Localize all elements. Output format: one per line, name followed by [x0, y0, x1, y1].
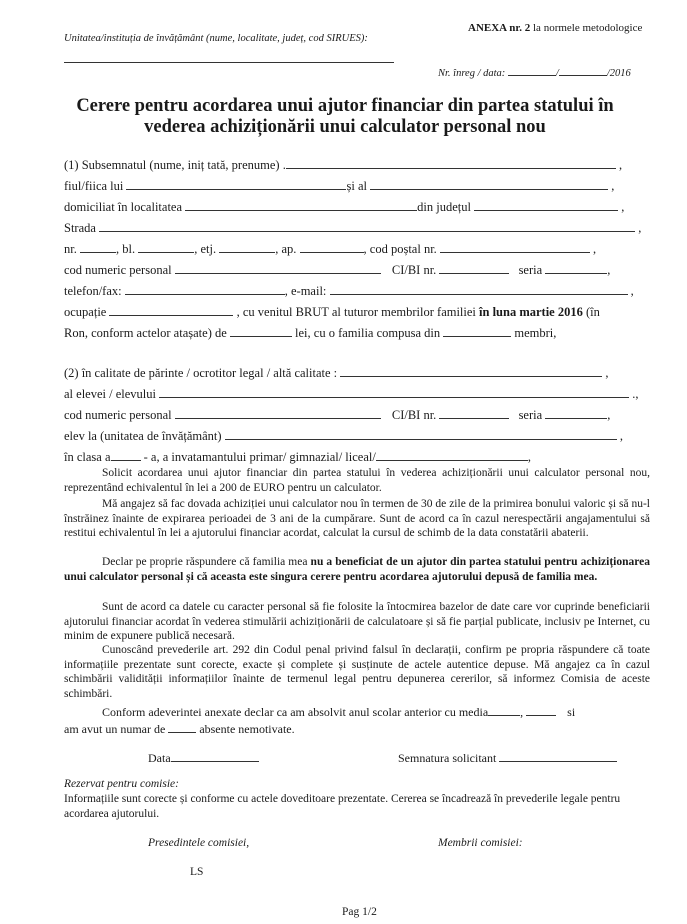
row-strada: Strada , [64, 221, 642, 235]
label-in-clasa: în clasa a [64, 450, 111, 464]
label-in: (în [585, 305, 600, 319]
row-unitate: elev la (unitatea de învățământ) , [64, 429, 623, 443]
page-number: Pag 1/2 [342, 906, 377, 918]
row-ron [64, 324, 650, 341]
annex-rest: la normele metodologice [533, 22, 643, 34]
registration-label: Nr. înreg / data: [438, 68, 506, 79]
label-calitate: (2) în calitate de părinte / ocrotitor legal / altă calitate : [64, 366, 338, 380]
average-decimal-field[interactable] [526, 703, 556, 716]
occupation-field[interactable] [109, 303, 233, 316]
row-subsemnatul: (1) Subsemnatul (nume, iniț tată, prenume) . , [64, 158, 623, 172]
label-numar: am avut un numar de [64, 722, 166, 736]
row-calitate: (2) în calitate de părinte / ocrotitor legal / altă calitate : , [64, 366, 609, 380]
paragraph-solicit: Solicit acordarea unui ajutor financiar din partea statului în vederea achiziționării unui calculator personal nou, reprezentând echivalentul în lei a 200 de EURO pentru un calculator. [64, 467, 650, 494]
institution-label: Unitatea/instituția de învățământ (nume, localitate, județ, cod SIRUES): [64, 33, 368, 44]
label-cod-postal: , cod poștal nr. [363, 242, 437, 256]
name-field[interactable] [286, 156, 616, 169]
id-number-field[interactable] [439, 261, 509, 274]
label-ocupatie: ocupație [64, 305, 107, 319]
row-elev: al elevei / elevului ., [64, 387, 639, 401]
label-semnatura: Semnatura solicitant [398, 751, 497, 765]
commission-text: Informațiile sunt corecte și conforme cu actele doveditoare prezentate. Cererea se încadrează în prevederile legale pentru acordarea ajutorului. [64, 793, 621, 820]
label-adeverinta: Conform adeverintei anexate declar ca am absolvit anul scolar anterior cu media [102, 705, 489, 719]
row-clasa: în clasa a - a, a invatamantului primar/ gimnazial/ liceal/ , [64, 450, 531, 464]
paragraph-cod-penal: Cunoscând prevederile art. 292 din Codul penal privind falsul în declarații, confirm pe propria răspundere că toate informațiile prezentate sunt corecte, exacte și complete și susținute de actele autentice depuse. Mă angajez ca în cazul schimbării validității informațiilor înainte de termenul legal pentru depunerea cererilor, să informez Comisia de aceste schimbări. [64, 644, 650, 700]
family-size-field[interactable] [443, 324, 511, 337]
row-media [64, 703, 650, 720]
id-series-field[interactable] [545, 261, 607, 274]
block-field[interactable] [138, 240, 194, 253]
school-field[interactable] [225, 427, 617, 440]
paragraph-date-personale: Sunt de acord ca datele cu caracter personal să fie folosite la întocmirea bazelor de date care vor cuprinde beneficiarii ajutorului financiar acordat în vederea stimulării achiziționării de calculatoare și să fie parțial publicate, inclusiv pe Internet, cu minim de expunere publică necesară. [64, 601, 650, 642]
row-domiciliu: domiciliat în localitatea din județul , [64, 200, 625, 214]
label-cibi-2: CI/BI nr. [391, 408, 437, 422]
ls-stamp-label: LS [190, 866, 204, 878]
label-seria-2: seria [518, 408, 543, 422]
label-seria: seria [518, 263, 543, 277]
paragraph-angajament: Mă angajez să fac dovada achiziției unui calculator nou în termen de 30 de zile de la primirea bonului valoric și să nu-l înstrăinez înainte de expirarea perioadei de 3 ani de la cumpărare. Sunt de acord ca în cazul nerespectării angajamentului să restitui echivalentul în lei a ajutorului financiar acordat, calculat la cursul de schimb de la data constatării abaterii. [64, 498, 650, 539]
label-invatamant: - a, a invatamantului primar/ gimnazial/ liceal/ [143, 450, 376, 464]
declaratie-bold: nu a beneficiat de un ajutor din partea statului pentru achiziționarea unui calculator personal și că aceasta este singura cerere pentru acordarea ajutorului depusă de familia mea. [64, 556, 650, 583]
absences-field[interactable] [168, 720, 196, 733]
label-venit: , cu venitul BRUT al tuturor membrilor familiei [236, 305, 476, 319]
label-domiciliat: domiciliat în localitatea [64, 200, 183, 214]
street-number-field[interactable] [80, 240, 116, 253]
title-line-2: vederea achiziționării unui calculator personal nou [144, 117, 546, 137]
label-si-al: și al [346, 179, 367, 193]
income-field[interactable] [230, 324, 292, 337]
date-field[interactable] [171, 749, 259, 762]
label-fiul: fiul/fiica lui [64, 179, 124, 193]
quality-field[interactable] [340, 364, 602, 377]
row-contact: telefon/fax: , e-mail: , [64, 284, 634, 298]
label-cnp-2: cod numeric personal [64, 408, 172, 422]
commission-members: Membrii comisiei: [438, 837, 523, 849]
label-cnp: cod numeric personal [64, 263, 172, 277]
label-lei: lei, cu o familia compusa din [295, 326, 441, 340]
phone-field[interactable] [125, 282, 285, 295]
cnp-field[interactable] [175, 261, 381, 274]
locality-field[interactable] [185, 198, 417, 211]
label-comma: , [520, 705, 524, 719]
student-id-series-field[interactable] [545, 406, 607, 419]
postal-code-field[interactable] [440, 240, 590, 253]
reg-year: /2016 [606, 68, 631, 79]
label-strada: Strada [64, 221, 96, 235]
annex-number: ANEXA nr. 2 [468, 22, 531, 34]
email-field[interactable] [330, 282, 628, 295]
date-signature-row [148, 749, 288, 766]
apartment-field[interactable] [300, 240, 364, 253]
average-field[interactable] [488, 703, 520, 716]
page-title [40, 96, 650, 138]
signature-field[interactable] [499, 749, 617, 762]
annex-label [468, 22, 642, 34]
reg-number-field[interactable] [508, 63, 556, 76]
county-field[interactable] [474, 198, 618, 211]
row-adresa: nr. , bl. , etj. , ap. , cod poștal nr. , [64, 242, 597, 256]
label-al-elevei: al elevei / elevului [64, 387, 156, 401]
paragraph-declaratie [64, 555, 650, 584]
label-luna: în luna martie 2016 [479, 305, 583, 319]
institution-fill-line[interactable] [64, 62, 394, 63]
label-subsemnatul: (1) Subsemnatul (nume, iniț tată, prenume) . [64, 158, 286, 172]
applicant-signature-row [398, 749, 648, 766]
commission-label: Rezervat pentru comisie: [64, 778, 179, 790]
row-fiul: fiul/fiica lui și al , [64, 179, 615, 193]
label-nr: nr. [64, 242, 77, 256]
label-judet: din județul [417, 200, 471, 214]
label-absente: absente nemotivate. [199, 722, 295, 736]
reg-separator: / [555, 68, 559, 79]
declaratie-text: Declar pe proprie răspundere că familia mea [102, 556, 308, 568]
street-field[interactable] [99, 219, 635, 232]
grade-field[interactable] [111, 448, 141, 461]
education-level-field[interactable] [376, 448, 528, 461]
row-cnp-1: cod numeric personal CI/BI nr. seria , [64, 263, 611, 277]
label-si: si [567, 705, 576, 719]
label-email: , e-mail: [284, 284, 327, 298]
reg-date-field[interactable] [559, 63, 607, 76]
row-absente [64, 720, 650, 737]
father-name-field[interactable] [126, 177, 346, 190]
label-data: Data [148, 751, 171, 765]
student-name-field[interactable] [159, 385, 629, 398]
title-line-1: Cerere pentru acordarea unui ajutor financiar din partea statului în [76, 96, 614, 116]
registration-line [438, 63, 631, 79]
label-cibi: CI/BI nr. [391, 263, 437, 277]
student-cnp-field[interactable] [175, 406, 381, 419]
floor-field[interactable] [219, 240, 275, 253]
label-ap: , ap. [275, 242, 297, 256]
row-cnp-2: cod numeric personal CI/BI nr. seria , [64, 408, 611, 422]
row-ocupatie [64, 303, 650, 320]
label-elev-la: elev la (unitatea de învățământ) [64, 429, 222, 443]
label-telefon: telefon/fax: [64, 284, 122, 298]
student-id-number-field[interactable] [439, 406, 509, 419]
label-et: , etj. [194, 242, 217, 256]
commission-president: Presedintele comisiei, [148, 837, 250, 849]
label-ron: Ron, conform actelor atașate) de [64, 326, 227, 340]
label-bl: , bl. [115, 242, 136, 256]
mother-name-field[interactable] [370, 177, 608, 190]
label-membri: membri, [514, 326, 557, 340]
